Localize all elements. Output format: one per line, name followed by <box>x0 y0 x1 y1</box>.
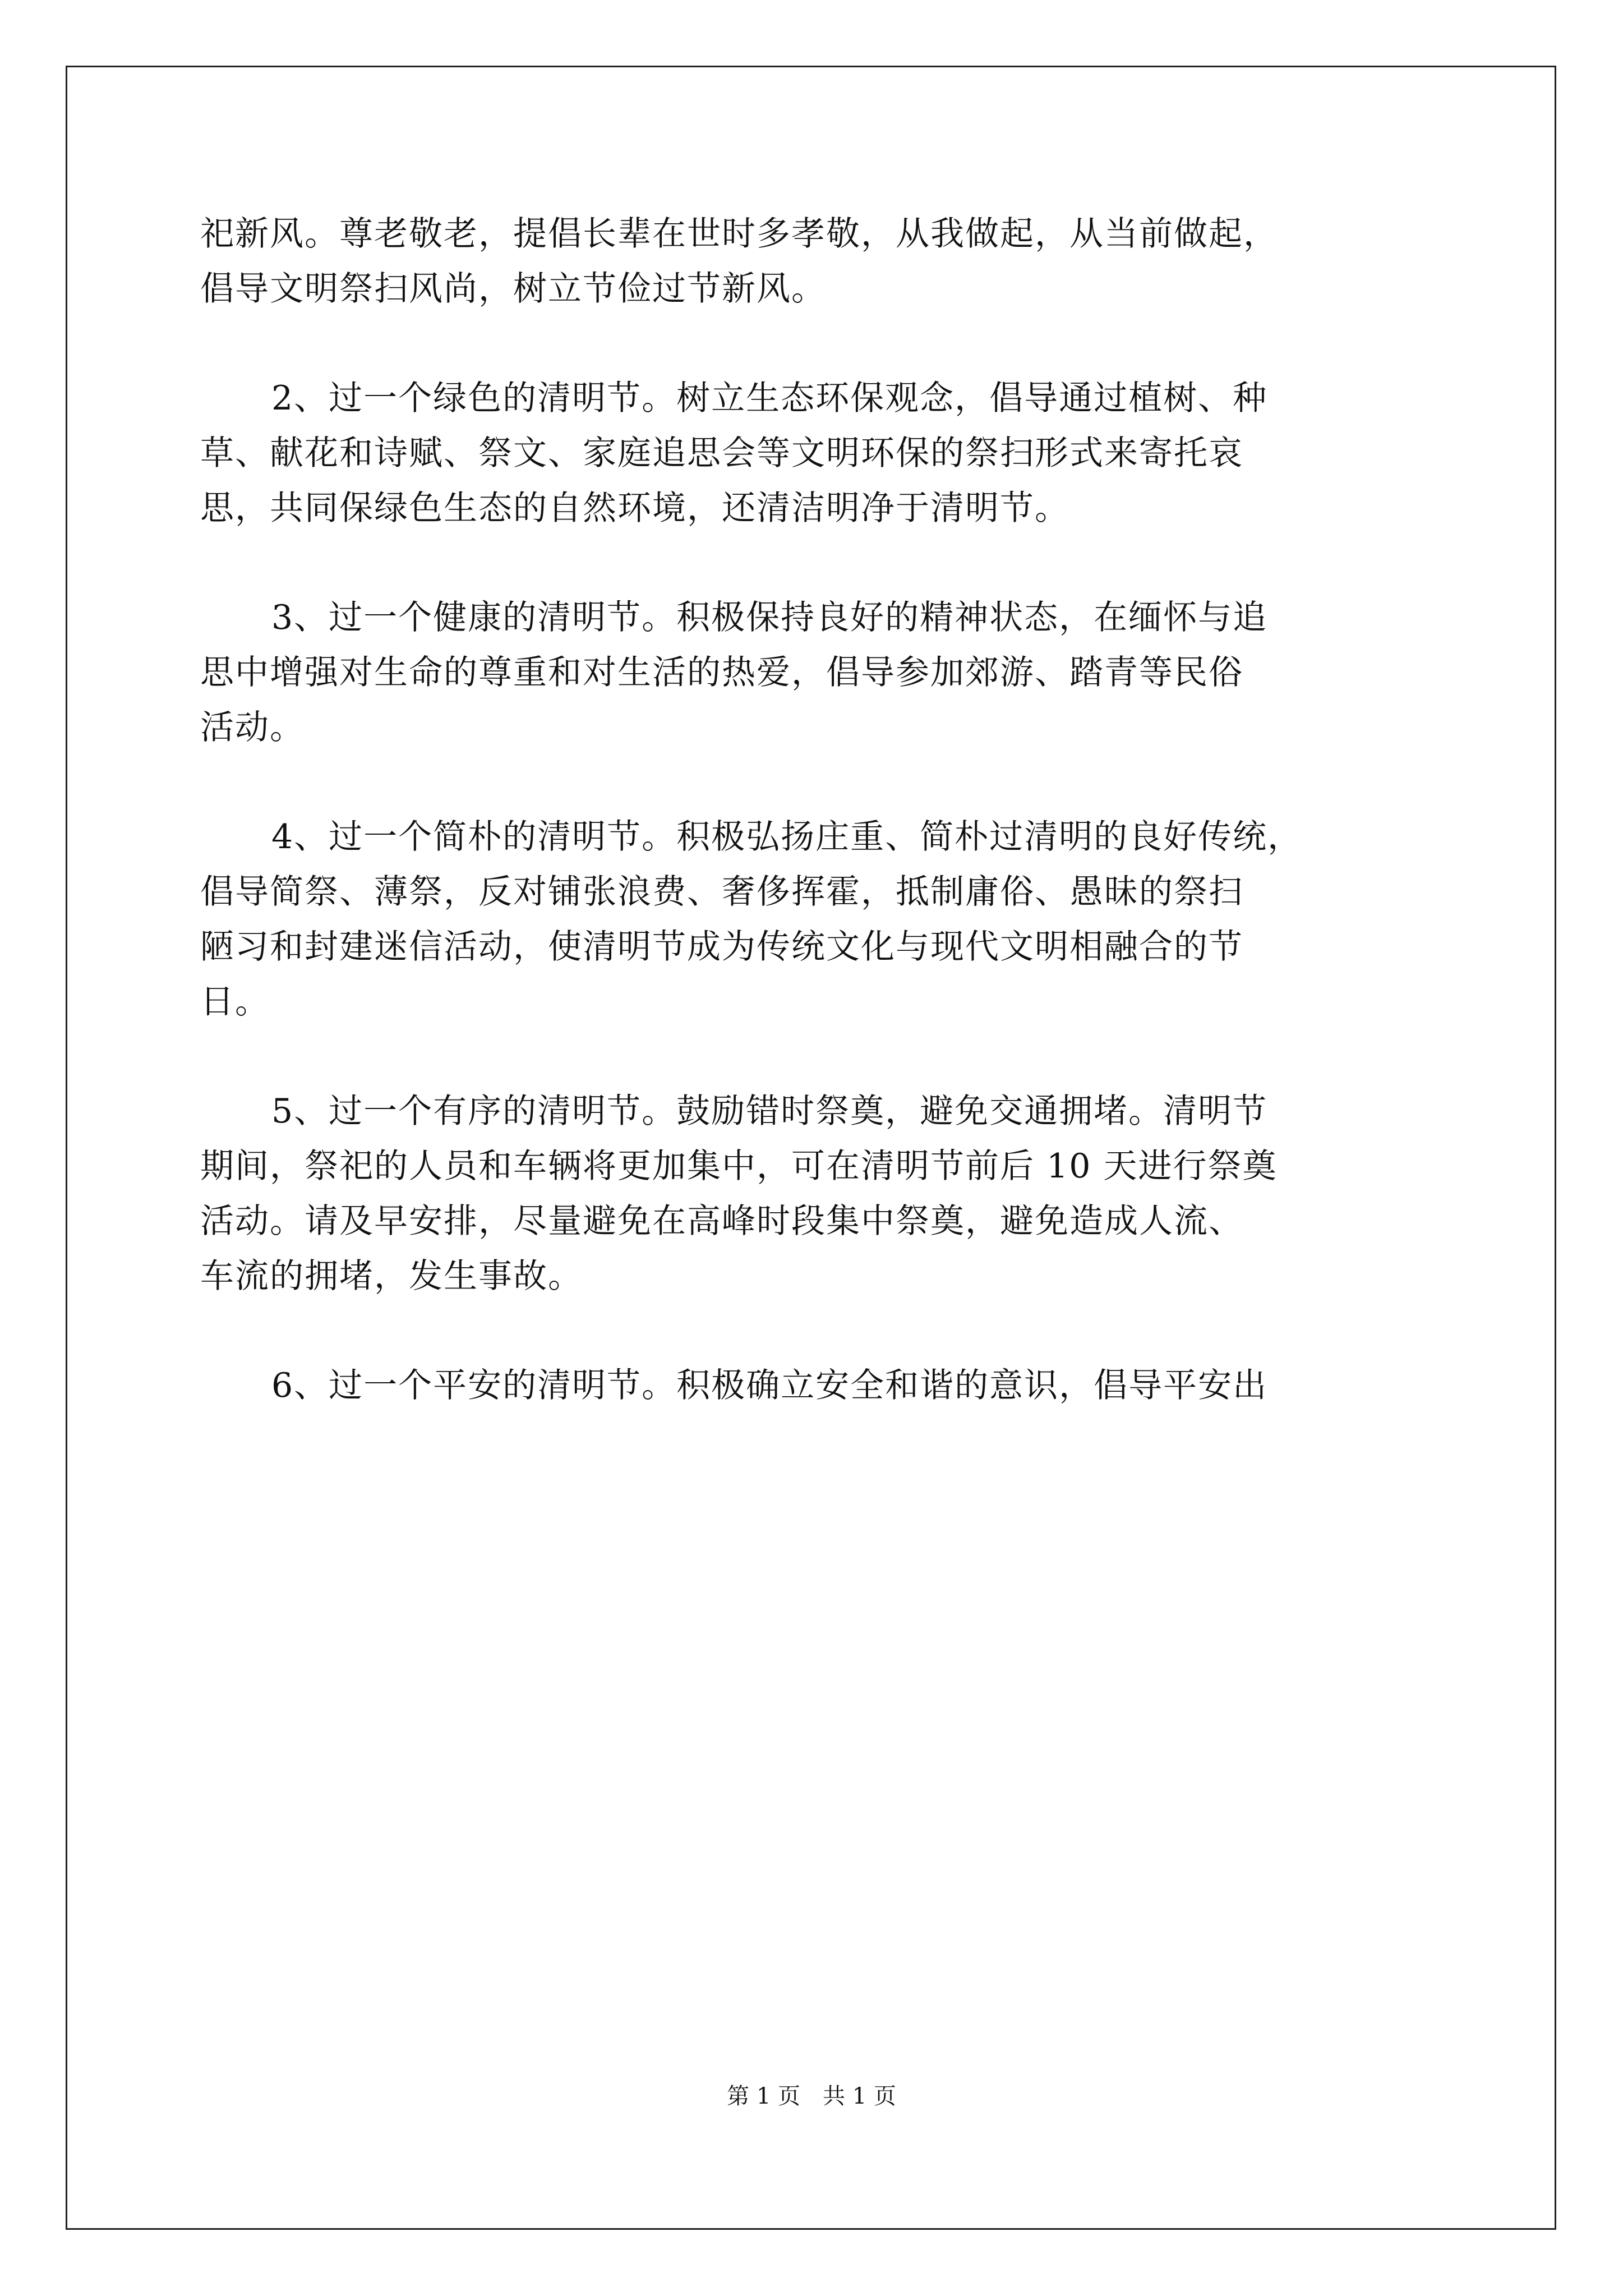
text-line: 活动。请及早安排，尽量避免在高峰时段集中祭奠，避免造成人流、 <box>200 1202 1243 1241</box>
text-line: 倡导文明祭扫风尚，树立节俭过节新风。 <box>200 269 826 309</box>
text-line: 6、过一个平安的清明节。积极确立安全和谐的意识，倡导平安出 <box>271 1366 1268 1405</box>
text-line: 思中增强对生命的尊重和对生活的热爱，倡导参加郊游、踏青等民俗 <box>200 653 1243 692</box>
text-line: 活动。 <box>200 708 305 747</box>
text-line: 思，共同保绿色生态的自然环境，还清洁明净于清明节。 <box>200 489 1069 528</box>
paragraph-item-6 <box>200 1358 1434 1413</box>
document-body <box>200 206 1434 1413</box>
paragraph-item-2 <box>200 371 1434 536</box>
paragraph-item-3 <box>200 590 1434 755</box>
text-line: 车流的拥堵，发生事故。 <box>200 1257 583 1296</box>
text-line: 4、过一个简朴的清明节。积极弘扬庄重、简朴过清明的良好传统， <box>271 817 1303 857</box>
text-line: 草、献花和诗赋、祭文、家庭追思会等文明环保的祭扫形式来寄托哀 <box>200 434 1243 473</box>
text-line: 陋习和封建迷信活动，使清明节成为传统文化与现代文明相融合的节 <box>200 927 1243 967</box>
text-line: 倡导简祭、薄祭，反对铺张浪费、奢侈挥霍，抵制庸俗、愚昧的祭扫 <box>200 872 1243 912</box>
text-line: 2、过一个绿色的清明节。树立生态环保观念，倡导通过植树、种 <box>271 379 1268 418</box>
paragraph-continuation <box>200 206 1434 316</box>
paragraph-item-4 <box>200 809 1434 1029</box>
text-line: 日。 <box>200 982 270 1022</box>
page-footer: 第 1 页 共 1 页 <box>727 2083 896 2109</box>
text-line: 3、过一个健康的清明节。积极保持良好的精神状态，在缅怀与追 <box>271 598 1268 637</box>
text-line: 5、过一个有序的清明节。鼓励错时祭奠，避免交通拥堵。清明节 <box>271 1092 1268 1131</box>
paragraph-item-5 <box>200 1084 1434 1304</box>
text-line: 期间，祭祀的人员和车辆将更加集中，可在清明节前后 10 天进行祭奠 <box>200 1147 1278 1186</box>
text-line: 祀新风。尊老敬老，提倡长辈在世时多孝敬，从我做起，从当前做起， <box>200 214 1278 254</box>
